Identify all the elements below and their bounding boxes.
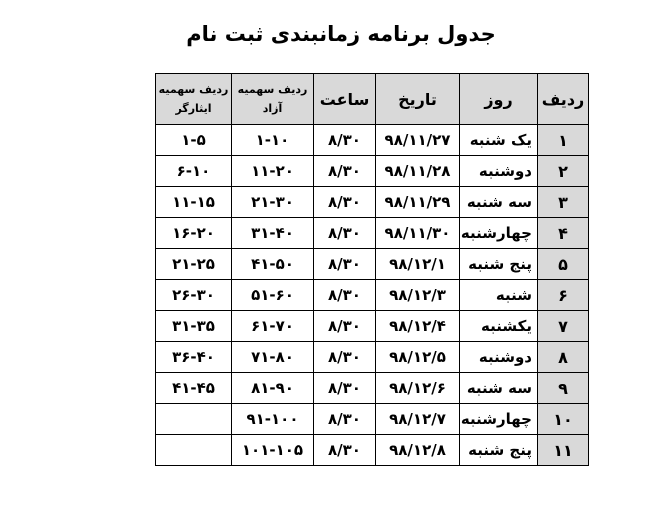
cell-date: ۹۸/۱۲/۳ — [376, 280, 460, 311]
cell-free-quota: ۱۱-۲۰ — [232, 156, 314, 187]
table-row — [156, 342, 589, 373]
cell-date: ۹۸/۱۱/۲۸ — [376, 156, 460, 187]
table-row — [156, 156, 589, 187]
cell-free-quota: ۲۱-۳۰ — [232, 187, 314, 218]
cell-row-number: ۴ — [538, 218, 589, 249]
cell-row-number: ۹ — [538, 373, 589, 404]
cell-time: ۸/۳۰ — [314, 435, 376, 466]
cell-day: پنج شنبه — [460, 435, 538, 466]
cell-free-quota: ۷۱-۸۰ — [232, 342, 314, 373]
cell-day: دوشنبه — [460, 156, 538, 187]
cell-free-quota: ۸۱-۹۰ — [232, 373, 314, 404]
cell-isargar-quota: ۲۶-۳۰ — [156, 280, 232, 311]
cell-row-number: ۱۱ — [538, 435, 589, 466]
cell-free-quota: ۱۰۱-۱۰۵ — [232, 435, 314, 466]
cell-day: چهارشنبه — [460, 218, 538, 249]
cell-date: ۹۸/۱۲/۸ — [376, 435, 460, 466]
table-row — [156, 435, 589, 466]
cell-date: ۹۸/۱۲/۴ — [376, 311, 460, 342]
cell-day: پنج شنبه — [460, 249, 538, 280]
cell-date: ۹۸/۱۲/۵ — [376, 342, 460, 373]
table-row — [156, 249, 589, 280]
cell-isargar-quota — [156, 404, 232, 435]
cell-row-number: ۶ — [538, 280, 589, 311]
table-row — [156, 404, 589, 435]
cell-row-number: ۲ — [538, 156, 589, 187]
cell-row-number: ۸ — [538, 342, 589, 373]
cell-date: ۹۸/۱۱/۲۷ — [376, 125, 460, 156]
cell-free-quota: ۶۱-۷۰ — [232, 311, 314, 342]
table-row — [156, 373, 589, 404]
cell-time: ۸/۳۰ — [314, 218, 376, 249]
cell-time: ۸/۳۰ — [314, 187, 376, 218]
table-row — [156, 218, 589, 249]
table-row — [156, 187, 589, 218]
cell-date: ۹۸/۱۱/۳۰ — [376, 218, 460, 249]
cell-time: ۸/۳۰ — [314, 280, 376, 311]
header-row-number: ردیف — [538, 74, 589, 125]
cell-row-number: ۳ — [538, 187, 589, 218]
cell-free-quota: ۴۱-۵۰ — [232, 249, 314, 280]
cell-isargar-quota: ۱-۵ — [156, 125, 232, 156]
cell-isargar-quota: ۴۱-۴۵ — [156, 373, 232, 404]
header-date: تاریخ — [376, 74, 460, 125]
cell-day: شنبه — [460, 280, 538, 311]
cell-date: ۹۸/۱۲/۷ — [376, 404, 460, 435]
cell-day: سه شنبه — [460, 187, 538, 218]
cell-date: ۹۸/۱۱/۲۹ — [376, 187, 460, 218]
cell-isargar-quota: ۶-۱۰ — [156, 156, 232, 187]
cell-row-number: ۷ — [538, 311, 589, 342]
table-row — [156, 311, 589, 342]
cell-row-number: ۱۰ — [538, 404, 589, 435]
cell-day: یک شنبه — [460, 125, 538, 156]
cell-time: ۸/۳۰ — [314, 373, 376, 404]
table-row — [156, 280, 589, 311]
cell-time: ۸/۳۰ — [314, 125, 376, 156]
cell-time: ۸/۳۰ — [314, 156, 376, 187]
cell-time: ۸/۳۰ — [314, 342, 376, 373]
cell-isargar-quota: ۱۱-۱۵ — [156, 187, 232, 218]
cell-isargar-quota: ۳۶-۴۰ — [156, 342, 232, 373]
cell-date: ۹۸/۱۲/۱ — [376, 249, 460, 280]
header-free-quota: ردیف سهمیه آزاد — [232, 74, 314, 125]
cell-day: چهارشنبه — [460, 404, 538, 435]
table-row — [156, 125, 589, 156]
cell-day: یکشنبه — [460, 311, 538, 342]
header-time: ساعت — [314, 74, 376, 125]
cell-row-number: ۱ — [538, 125, 589, 156]
cell-isargar-quota: ۳۱-۳۵ — [156, 311, 232, 342]
header-day: روز — [460, 74, 538, 125]
cell-free-quota: ۹۱-۱۰۰ — [232, 404, 314, 435]
header-isargar-quota: ردیف سهمیه ایثارگر — [156, 74, 232, 125]
registration-schedule-table — [155, 73, 589, 466]
cell-day: دوشنبه — [460, 342, 538, 373]
cell-date: ۹۸/۱۲/۶ — [376, 373, 460, 404]
cell-row-number: ۵ — [538, 249, 589, 280]
cell-time: ۸/۳۰ — [314, 311, 376, 342]
cell-isargar-quota — [156, 435, 232, 466]
cell-time: ۸/۳۰ — [314, 404, 376, 435]
cell-free-quota: ۵۱-۶۰ — [232, 280, 314, 311]
cell-free-quota: ۱-۱۰ — [232, 125, 314, 156]
table-header-row — [156, 74, 589, 125]
document-title: جدول برنامه زمانبندی ثبت نام — [186, 22, 496, 46]
cell-day: سه شنبه — [460, 373, 538, 404]
cell-isargar-quota: ۱۶-۲۰ — [156, 218, 232, 249]
cell-time: ۸/۳۰ — [314, 249, 376, 280]
cell-free-quota: ۳۱-۴۰ — [232, 218, 314, 249]
cell-isargar-quota: ۲۱-۲۵ — [156, 249, 232, 280]
